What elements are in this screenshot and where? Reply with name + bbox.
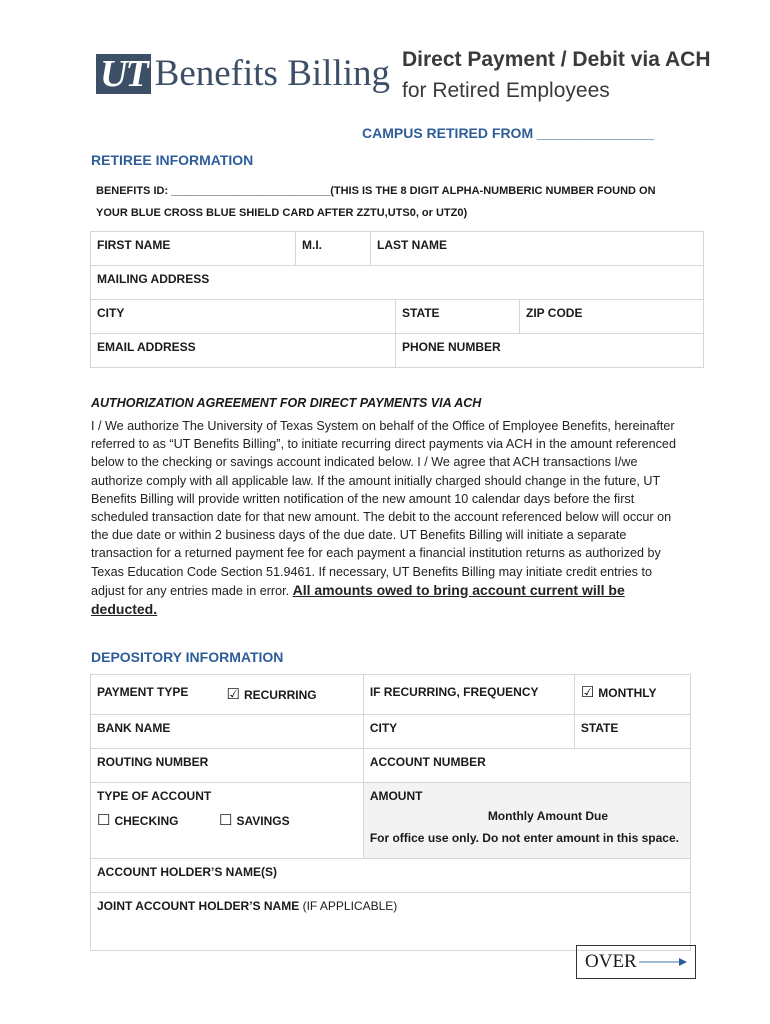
monthly-amount-due: Monthly Amount Due [487,809,609,823]
mailing-address-field[interactable] [91,266,704,300]
joint-holder-note: (IF APPLICABLE) [299,899,398,913]
savings-checkbox[interactable] [219,811,290,829]
benefits-id-note: YOUR BLUE CROSS BLUE SHIELD CARD AFTER ZZTU,UTS0, or UTZ0) [96,207,468,219]
state-label: STATE [402,306,440,320]
arrow-right-icon [639,957,687,967]
retiree-table [90,231,704,300]
phone-field[interactable] [396,334,704,368]
bank-state-label: STATE [580,721,619,735]
account-holder-name-field[interactable] [91,859,691,893]
amount-cell [363,783,690,859]
checked-box-icon: ☑ [580,684,595,701]
checking-label: CHECKING [114,814,179,828]
authorization-body [91,417,677,619]
city-input[interactable] [91,300,396,334]
authorization-emphasis: All amounts owed to bring account current will be deducted. [91,581,625,618]
retiree-table-lower [90,299,704,368]
checking-checkbox[interactable] [97,811,219,829]
phone-label: PHONE NUMBER [402,340,501,354]
joint-holder-label: JOINT ACCOUNT HOLDER’S NAME [97,899,300,913]
account-holder-label: ACCOUNT HOLDER’S NAME(S) [97,865,277,879]
account-number-label: ACCOUNT NUMBER [369,755,486,769]
middle-initial-field[interactable] [296,232,371,266]
bank-name-field[interactable] [91,715,364,749]
email-label: EMAIL ADDRESS [97,340,196,354]
savings-label: SAVINGS [236,814,290,828]
logo [96,52,390,96]
recurring-label: RECURRING [243,688,317,702]
payment-type-cell [91,675,364,715]
logo-text: Benefits Billing [154,53,391,94]
benefits-id-field[interactable]: BENEFITS ID: __________________________(THIS IS THE 8 DIGIT ALPHA-NUMBERIC NUMBER FOUND ON [96,185,656,197]
monthly-checkbox[interactable] [574,675,690,715]
amount-label: AMOUNT [369,789,423,803]
monthly-label: MONTHLY [598,686,657,700]
routing-number-label: ROUTING NUMBER [97,755,209,769]
authorization-text: I / We authorize The University of Texas System on behalf of the Office of Employee Benefits, hereinafter referred to as “UT Benefits Billing”, to initiate recurring direct payments via ACH in the amount referenced below to the checking or savings account indicated below. I / We agree that ACH transactions I/we authorize comply with all applicable law. If the amount initially charged should change in the future, UT Benefits Billing will provide written notification of the new amount 10 calendar days before the first scheduled transaction date for that new amount. The debit to the account referenced below will occur on the due date or within 2 business days of the due date. UT Benefits Billing will initiate a separate transaction for a returned payment fee for each payment a financial institution returns as authorized by Texas Education Code Section 51.9461. If necessary, UT Benefits Billing may initiate credit entries to adjust for any entries made in error. [91,419,676,598]
campus-retired-from-field[interactable]: CAMPUS RETIRED FROM _______________ [362,125,654,141]
over-label: OVER [585,951,637,972]
last-name-label: LAST NAME [377,238,447,252]
bank-city-label: CITY [369,721,398,735]
depository-info-heading: DEPOSITORY INFORMATION [91,649,284,665]
zip-code-field[interactable] [520,300,704,334]
first-name-field[interactable] [91,232,296,266]
first-name-label: FIRST NAME [97,238,171,252]
last-name-field[interactable] [371,232,704,266]
mailing-address-label: MAILING ADDRESS [97,272,210,286]
checked-box-icon: ☑ [226,686,240,703]
bank-name-label: BANK NAME [97,721,171,735]
type-of-account-label: TYPE OF ACCOUNT [97,789,212,803]
over-indicator [576,945,696,979]
state-field[interactable] [396,300,520,334]
email-field[interactable] [91,334,396,368]
bank-city-field[interactable] [363,715,574,749]
page-subtitle: for Retired Employees [402,79,610,102]
routing-number-field[interactable] [91,749,364,783]
type-of-account-cell [91,783,364,859]
recurring-checkbox[interactable] [227,685,317,703]
bank-state-field[interactable] [574,715,690,749]
logo-mark: UT [96,54,151,94]
office-use-note: For office use only. Do not enter amount in this space. [369,831,679,845]
unchecked-box-icon: ☐ [97,812,111,829]
account-number-field[interactable] [363,749,690,783]
frequency-label: IF RECURRING, FREQUENCY [369,685,539,699]
unchecked-box-icon: ☐ [219,812,233,829]
retiree-info-heading: RETIREE INFORMATION [91,152,254,168]
city-label-2: CITY [97,306,125,320]
frequency-label-cell [363,675,574,715]
authorization-heading: AUTHORIZATION AGREEMENT FOR DIRECT PAYMENTS VIA ACH [91,396,482,410]
middle-initial-label: M.I. [302,238,322,252]
depository-table [90,674,691,951]
payment-type-label: PAYMENT TYPE [97,685,189,699]
page-title: Direct Payment / Debit via ACH [402,48,711,71]
zip-code-label: ZIP CODE [526,306,583,320]
joint-account-holder-field[interactable] [91,893,691,951]
